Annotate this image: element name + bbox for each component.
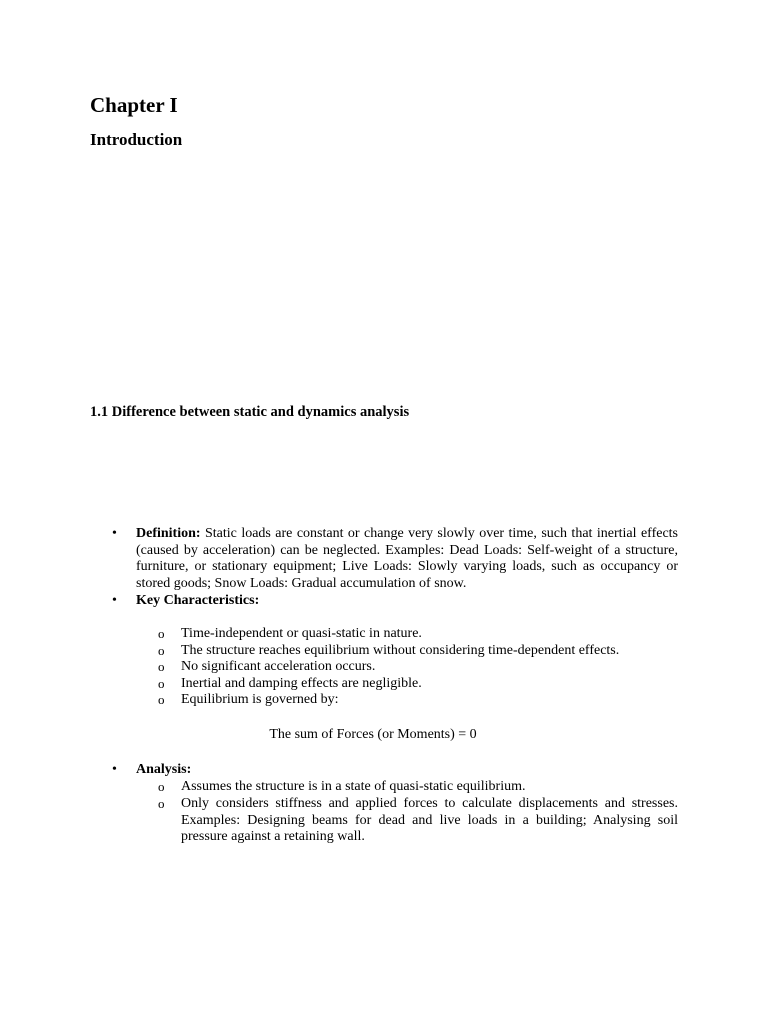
bullet-marker: • bbox=[112, 526, 117, 541]
key-characteristics-label-text: Key Characteristics: bbox=[136, 593, 260, 608]
sub-bullet-marker: o bbox=[158, 692, 165, 707]
key-characteristics-label bbox=[136, 593, 678, 610]
key-characteristic-item: Time-independent or quasi-static in nature. bbox=[181, 626, 422, 641]
bullet-marker: • bbox=[112, 593, 117, 608]
chapter-subtitle: Introduction bbox=[90, 130, 183, 149]
equilibrium-equation: The sum of Forces (or Moments) = 0 bbox=[269, 727, 477, 742]
sub-bullet-marker: o bbox=[158, 779, 165, 794]
key-characteristic-item: The structure reaches equilibrium without considering time-dependent effects. bbox=[181, 642, 620, 658]
key-characteristic-item: Inertial and damping effects are negligible. bbox=[181, 675, 422, 691]
bullet-marker: • bbox=[112, 762, 117, 777]
analysis-label-text: Analysis: bbox=[136, 762, 192, 777]
analysis-item: Only considers stiffness and applied forces to calculate displacements and stresses. Examples: Designing beams for dead and live loads in a building; Analysing soil pressure against a retaining wall. bbox=[181, 796, 678, 844]
sub-bullet-marker: o bbox=[158, 659, 165, 674]
definition-text: Static loads are constant or change very slowly over time, such that inertial effects (caused by acceleration) can be neglected. Examples: Dead Loads: Self-weight of a structure, furniture, or stationary equipment; Live Loads: Slowly varying loads, such as occupancy or stored goods; Snow Loads: Gradual accumulation of snow. bbox=[136, 526, 678, 591]
sub-bullet-marker: o bbox=[158, 796, 165, 811]
analysis-item: Assumes the structure is in a state of quasi-static equilibrium. bbox=[181, 779, 526, 794]
analysis-label bbox=[136, 762, 678, 779]
key-characteristic-item: No significant acceleration occurs. bbox=[181, 659, 376, 674]
sub-bullet-marker: o bbox=[158, 626, 165, 641]
chapter-title: Chapter I bbox=[90, 93, 178, 117]
sub-bullet-marker: o bbox=[158, 642, 165, 658]
definition-paragraph bbox=[136, 526, 678, 592]
key-characteristic-item: Equilibrium is governed by: bbox=[181, 692, 339, 707]
section-heading: 1.1 Difference between static and dynamics analysis bbox=[90, 404, 410, 420]
sub-bullet-marker: o bbox=[158, 675, 165, 691]
definition-label: Definition: bbox=[136, 526, 201, 541]
